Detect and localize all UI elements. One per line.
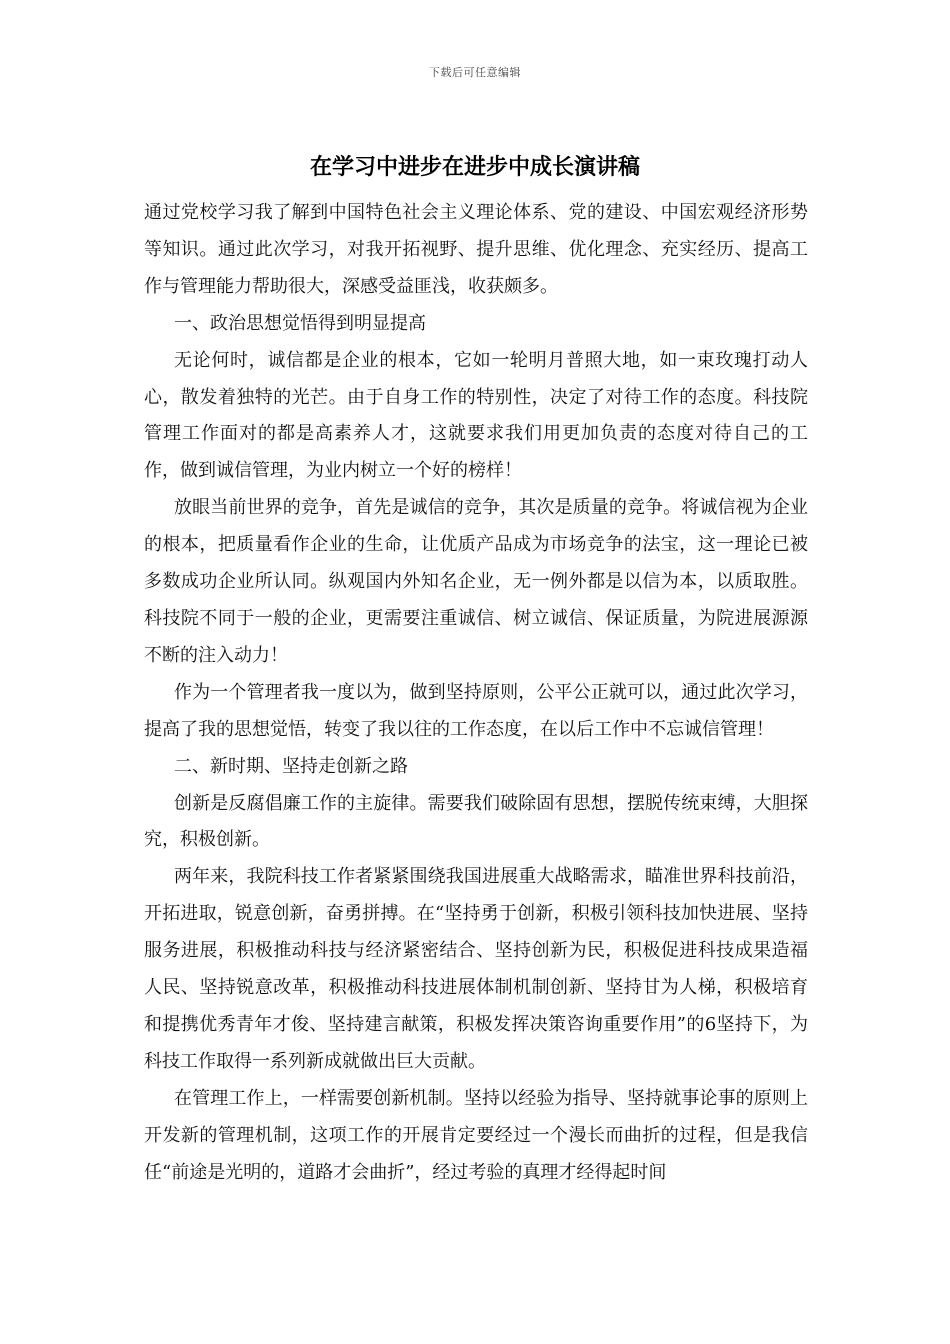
header-note: 下载后可任意编辑 xyxy=(429,66,521,79)
document-body xyxy=(144,195,808,1191)
paragraph: 作为一个管理者我一度以为，做到坚持原则，公平公正就可以，通过此次学习，提高了我的思想觉悟，转变了我以往的工作态度，在以后工作中不忘诚信管理！ xyxy=(144,681,808,740)
paragraph: 在管理工作上，一样需要创新机制。坚持以经验为指导、坚持就事论事的原则上开发新的管理机制，这项工作的开展肯定要经过一个漫长而曲折的过程，但是我信任“前途是光明的，道路才会曲折”，经过考验的真理才经得起时间 xyxy=(144,1087,808,1183)
section-heading-1: 一、政治思想觉悟得到明显提高 xyxy=(174,312,426,334)
paragraph: 创新是反腐倡廉工作的主旋律。需要我们破除固有思想，摆脱传统束缚，大胆探究，积极创新。 xyxy=(144,792,808,851)
paragraph-intro: 通过党校学习我了解到中国特色社会主义理论体系、党的建设、中国宏观经济形势等知识。通过此次学习，对我开拓视野、提升思维、优化理念、充实经历、提高工作与管理能力帮助很大，深感受益匪浅，收获颇多。 xyxy=(144,202,808,297)
paragraph: 放眼当前世界的竞争，首先是诚信的竞争，其次是质量的竞争。将诚信视为企业的根本，把质量看作企业的生命，让优质产品成为市场竞争的法宝，这一理论已被多数成功企业所认同。纵观国内外知名企业，无一例外都是以信为本，以质取胜。科技院不同于一般的企业，更需要注重诚信、树立诚信、保证质量，为院进展源源不断的注入动力！ xyxy=(144,497,808,666)
section-heading-2: 二、新时期、坚持走创新之路 xyxy=(174,755,408,777)
document-title: 在学习中进步在进步中成长演讲稿 xyxy=(309,155,640,180)
paragraph: 两年来，我院科技工作者紧紧围绕我国进展重大战略需求，瞄准世界科技前沿，开拓进取，锐意创新，奋勇拼搏。在“坚持勇于创新，积极引领科技加快进展、坚持服务进展，积极推动科技与经济紧密结合、坚持创新为民，积极促进科技成果造福人民、坚持锐意改革，积极推动科技进展体制机制创新、坚持甘为人梯，积极培育和提携优秀青年才俊、坚持建言献策，积极发挥决策咨询重要作用”的6坚持下，为科技工作取得一系列新成就做出巨大贡献。 xyxy=(144,866,808,1072)
paragraph: 无论何时，诚信都是企业的根本，它如一轮明月普照大地，如一束玫瑰打动人心，散发着独特的光芒。由于自身工作的特别性，决定了对待工作的态度。科技院管理工作面对的都是高素养人才，这就要求我们用更加负责的态度对待自己的工作，做到诚信管理，为业内树立一个好的榜样！ xyxy=(144,349,808,482)
